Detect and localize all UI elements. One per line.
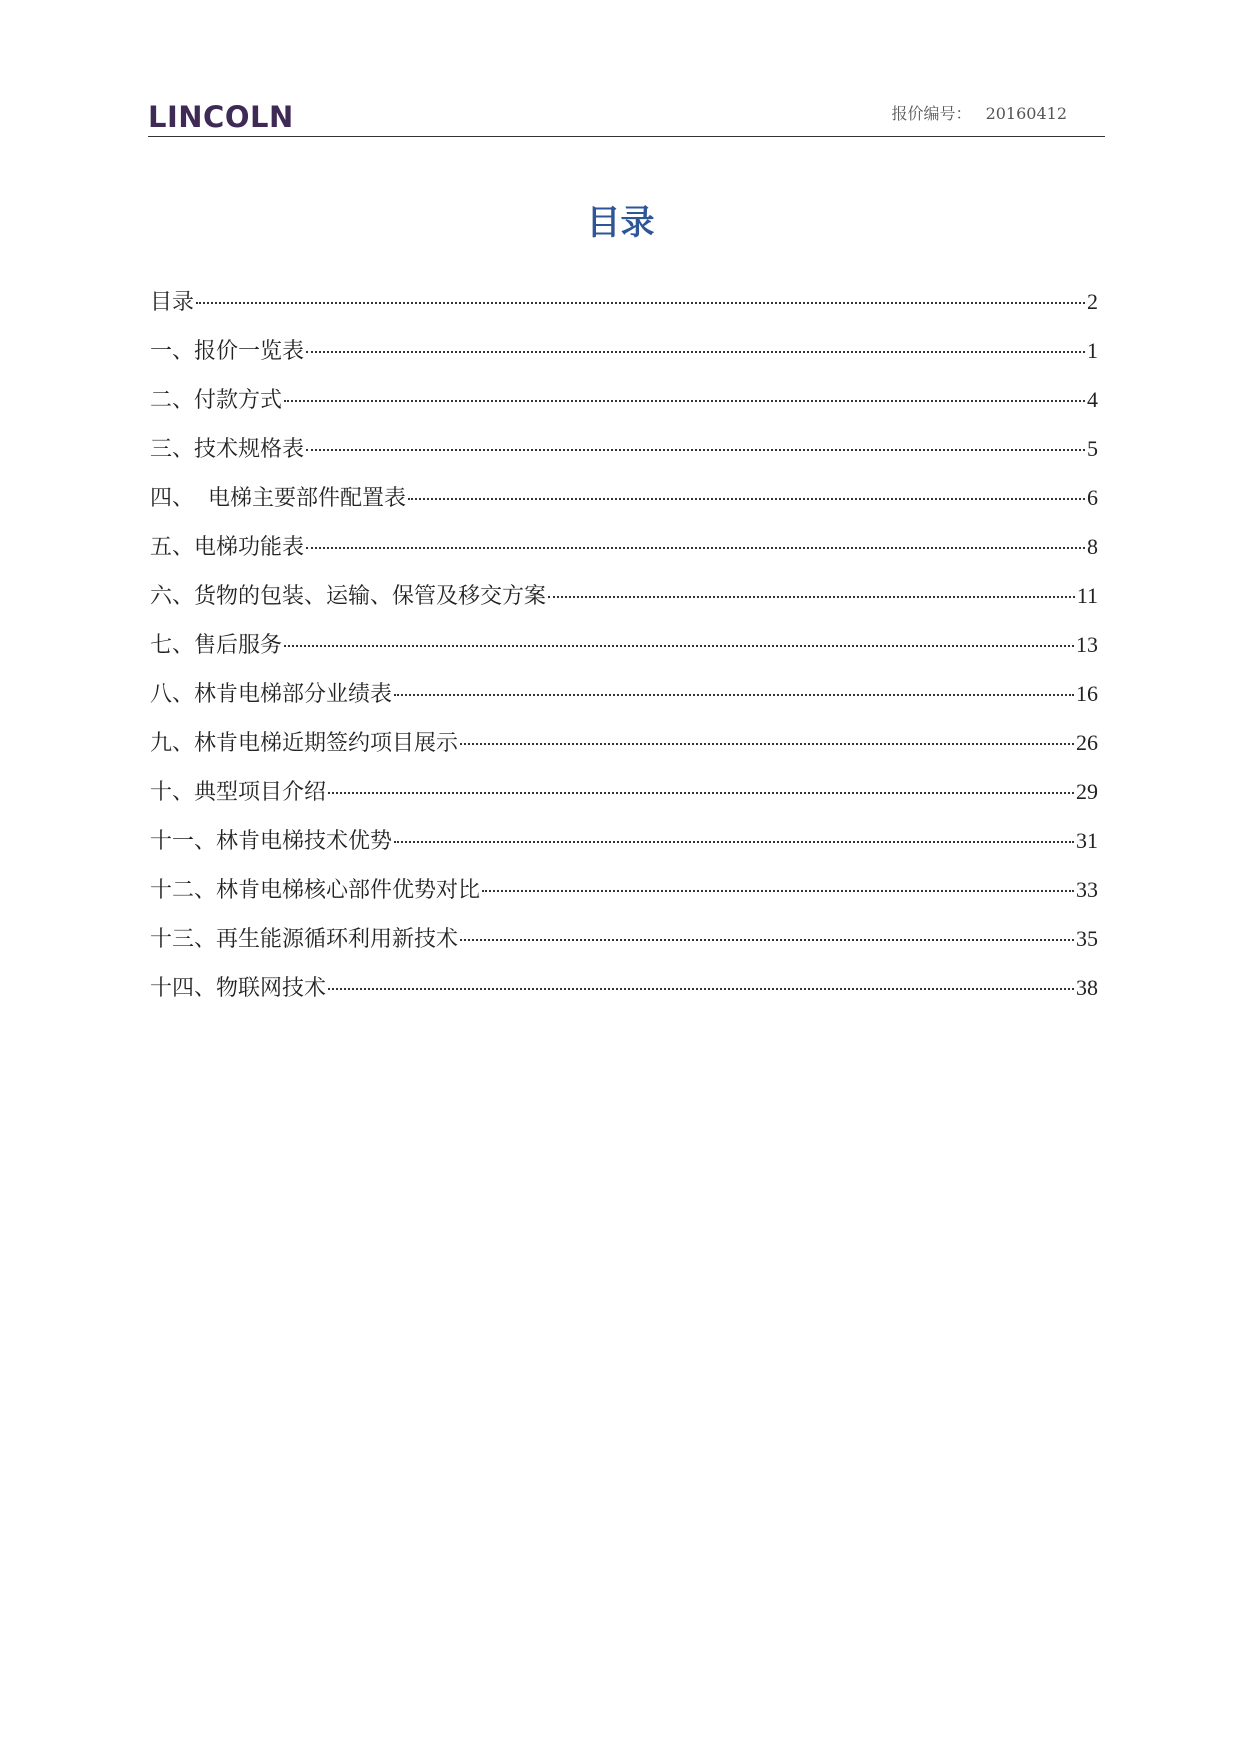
toc-entry[interactable] — [150, 336, 1098, 385]
toc-entry[interactable] — [150, 973, 1098, 1022]
toc-dot-leader — [284, 645, 1074, 647]
toc-entry[interactable] — [150, 826, 1098, 875]
toc-entry-page: 26 — [1076, 730, 1098, 755]
toc-entry[interactable] — [150, 385, 1098, 434]
toc-entry-page: 11 — [1076, 583, 1098, 608]
toc-entry-label: 一、报价一览表 — [150, 339, 305, 364]
toc-entry[interactable] — [150, 483, 1098, 532]
toc-dot-leader — [306, 351, 1085, 353]
toc-dot-leader — [394, 841, 1074, 843]
toc-dot-leader — [482, 890, 1074, 892]
toc-entry-page: 1 — [1087, 338, 1098, 363]
toc-dot-leader — [306, 449, 1085, 451]
toc-entry[interactable] — [150, 581, 1098, 630]
toc-dot-leader — [460, 743, 1074, 745]
toc-entry[interactable] — [150, 630, 1098, 679]
page-header — [148, 96, 1105, 137]
toc-dot-leader — [328, 792, 1074, 794]
toc-entry[interactable] — [150, 532, 1098, 581]
toc-entry[interactable] — [150, 728, 1098, 777]
toc-dot-leader — [196, 302, 1085, 304]
toc-entry-label: 四、 电梯主要部件配置表 — [150, 486, 406, 511]
toc-entry-page: 33 — [1076, 877, 1098, 902]
toc-entry[interactable] — [150, 777, 1098, 826]
toc-entry-page: 31 — [1076, 828, 1098, 853]
toc-entry-label: 七、售后服务 — [150, 633, 283, 658]
toc-dot-leader — [394, 694, 1074, 696]
toc-entry[interactable] — [150, 287, 1098, 336]
toc-entry-page: 13 — [1076, 632, 1098, 657]
toc-entry-label: 六、货物的包装、运输、保管及移交方案 — [150, 584, 547, 609]
toc-entry-page: 2 — [1087, 289, 1098, 314]
toc-entry-page: 38 — [1076, 975, 1098, 1000]
toc-dot-leader — [284, 400, 1085, 402]
toc-entry-label: 十、典型项目介绍 — [150, 780, 327, 805]
toc-entry-page: 35 — [1076, 926, 1098, 951]
toc-entry-label: 二、付款方式 — [150, 388, 283, 413]
quote-reference — [892, 104, 1067, 124]
toc-entry-page: 16 — [1076, 681, 1098, 706]
toc-entry-label: 八、林肯电梯部分业绩表 — [150, 682, 393, 707]
quote-reference-label: 报价编号： — [891, 104, 972, 123]
toc-entry-label: 十二、林肯电梯核心部件优势对比 — [150, 878, 481, 903]
toc-entry-page: 5 — [1087, 436, 1098, 461]
table-of-contents — [150, 287, 1098, 1022]
toc-entry-label: 十四、物联网技术 — [150, 976, 327, 1001]
toc-entry-page: 29 — [1076, 779, 1098, 804]
toc-entry-label: 三、技术规格表 — [150, 437, 305, 462]
toc-entry-page: 6 — [1087, 485, 1098, 510]
toc-title: 目录 — [586, 203, 655, 243]
toc-entry[interactable] — [150, 924, 1098, 973]
toc-dot-leader — [306, 547, 1085, 549]
toc-dot-leader — [460, 939, 1074, 941]
toc-entry-label: 目录 — [150, 290, 195, 315]
toc-entry[interactable] — [150, 875, 1098, 924]
toc-entry-label: 九、林肯电梯近期签约项目展示 — [150, 731, 459, 756]
toc-entry[interactable] — [150, 434, 1098, 483]
toc-dot-leader — [328, 988, 1074, 990]
toc-entry-label: 十三、再生能源循环利用新技术 — [150, 927, 459, 952]
toc-dot-leader — [548, 596, 1075, 598]
toc-entry-page: 4 — [1087, 387, 1098, 412]
toc-entry-label: 十一、林肯电梯技术优势 — [150, 829, 393, 854]
lincoln-logo: LINCOLN — [148, 100, 294, 134]
toc-entry-label: 五、电梯功能表 — [150, 535, 305, 560]
toc-dot-leader — [408, 498, 1085, 500]
toc-entry-page: 8 — [1087, 534, 1098, 559]
toc-entry[interactable] — [150, 679, 1098, 728]
quote-reference-number: 20160412 — [985, 104, 1067, 123]
